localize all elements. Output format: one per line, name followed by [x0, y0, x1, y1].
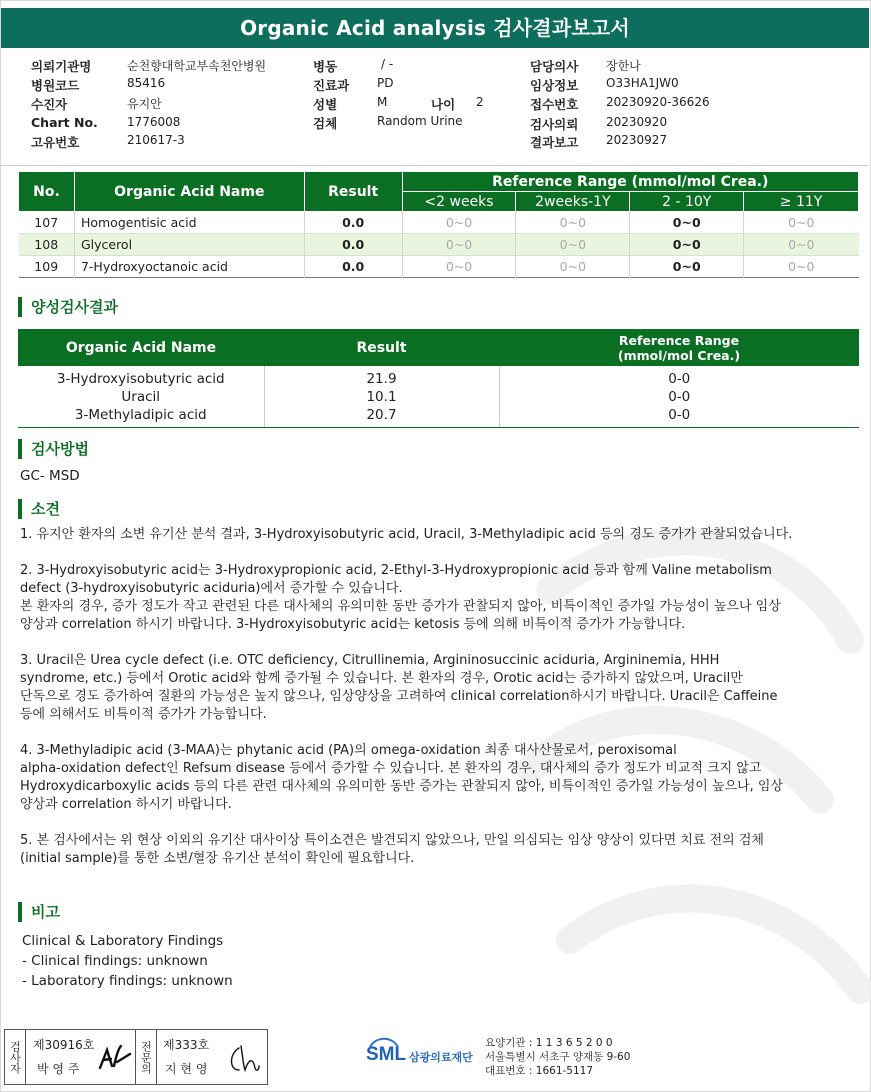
- col-result: Result: [264, 329, 499, 366]
- value-sex: M: [377, 95, 388, 109]
- row-ref: 0~0: [788, 259, 815, 274]
- opinion-line: 3. Uracil은 Urea cycle defect (i.e. OTC deficiency, Citrullinemia, Argininosuccinic aciduria, Argininemia, HHH: [20, 653, 720, 668]
- label-report-date: 결과보고: [530, 135, 579, 150]
- row-ref: 0-0: [499, 406, 859, 428]
- opinion-line: 양상과 correlation 하시기 바랍니다. 3-Hydroxyisobutyric acid는 ketosis 등에 의해 비특이적 증가가 가능합니다.: [20, 617, 686, 632]
- row-ref: 0-0: [668, 371, 691, 387]
- label-request-date: 검사의뢰: [530, 117, 579, 132]
- row-result: 20.7: [264, 406, 499, 428]
- row-no: 108: [19, 234, 75, 256]
- row-name: 3-Methyladipic acid: [18, 406, 264, 428]
- remarks-line: - Laboratory findings: unknown: [22, 973, 233, 989]
- col-ref-2w1y: 2weeks-1Y: [516, 192, 630, 212]
- value-ward: / -: [381, 57, 394, 71]
- label-age: 나이: [431, 97, 456, 112]
- opinion-line: 본 환자의 경우, 증가 정도가 작고 관련된 다른 대사체의 유의미한 동반 증가가 관찰되지 않아, 비특이적인 증가일 가능성이 높으나 임상: [20, 599, 781, 614]
- col-reference: Reference Range (mmol/mol Crea.): [402, 172, 858, 192]
- col-name: Organic Acid Name: [18, 329, 264, 366]
- positive-table: [18, 329, 859, 428]
- header-divider: [0, 165, 869, 166]
- label-patient: 수진자: [31, 97, 68, 112]
- opinion-line: [20, 634, 792, 652]
- col-reference-line2: (mmol/mol Crea.): [617, 347, 741, 363]
- table-row: [19, 256, 859, 278]
- label-unique-no: 고유번호: [31, 135, 80, 150]
- reviewer-name: 지 현 영: [165, 1062, 208, 1076]
- organic-acid-table: [18, 171, 859, 278]
- row-name: 3-Hydroxyisobutyric acid: [18, 366, 264, 388]
- table-row: [19, 234, 859, 256]
- org-phone: 대표번호 : 1661-5117: [485, 1065, 594, 1077]
- reviewer-label: [136, 1030, 157, 1084]
- row-ref: 0~0: [630, 212, 744, 234]
- row-result: 0.0: [304, 212, 402, 234]
- row-result: 0.0: [304, 256, 402, 278]
- label-specimen: 검체: [313, 116, 338, 131]
- col-ref-ge11y: ≥ 11Y: [744, 192, 859, 212]
- opinion-line: 양상과 correlation 하시기 바랍니다.: [20, 797, 232, 812]
- examiner-label: [5, 1030, 26, 1084]
- reviewer-no: 제333호: [163, 1038, 210, 1052]
- opinion-line: 등에 의해서도 비특이적 증가가 가능합니다.: [20, 707, 267, 722]
- col-reference-line1: Reference Range: [618, 332, 740, 348]
- row-name: Glycerol: [74, 234, 304, 256]
- opinion-line: Hydroxydicarboxylic acids 등의 다른 관련 대사체의 유의미한 동반 증가는 관찰되지 않아, 비특이적인 증가일 가능성이 높으나, 임상: [20, 779, 784, 794]
- opinion-text: [20, 526, 792, 868]
- org-logo: [366, 1034, 478, 1074]
- row-name: Uracil: [18, 388, 264, 406]
- row-no: 107: [19, 212, 75, 234]
- value-report-date: 20230927: [606, 133, 668, 147]
- col-no: No.: [19, 172, 75, 212]
- org-code: 요양기관 : 1 1 3 6 5 2 0 0: [485, 1037, 613, 1049]
- opinion-line: 4. 3-Methyladipic acid (3-MAA)는 phytanic acid (PA)의 omega-oxidation 최종 대사산물로서, peroxisomal: [20, 743, 677, 758]
- examiner-no: 제30916호: [33, 1038, 95, 1052]
- row-name: 7-Hydroxyoctanoic acid: [74, 256, 304, 278]
- row-ref: 0~0: [630, 234, 744, 256]
- value-unique-no: 210617-3: [127, 133, 185, 147]
- opinion-line: [20, 724, 792, 742]
- org-name: 삼광의료재단: [409, 1051, 473, 1064]
- table-row: [18, 366, 859, 388]
- opinion-line: (initial sample)를 통한 소변/혈장 유기산 분석이 확인에 필요합니다.: [20, 851, 415, 866]
- row-ref: 0~0: [516, 234, 630, 256]
- col-name: Organic Acid Name: [74, 172, 304, 212]
- opinion-line: alpha-oxidation defect인 Refsum disease 등에서 증가할 수 있습니다. 본 환자의 경우, 대사체의 증가 정도가 비교적 크지 않고: [20, 761, 762, 776]
- label-sex: 성별: [313, 97, 338, 112]
- opinion-heading: 소견: [18, 499, 60, 519]
- row-ref: 0~0: [402, 256, 516, 278]
- value-department: PD: [377, 76, 394, 90]
- examiner-signature: [97, 1042, 133, 1074]
- value-institution: 순천향대학교부속천안병원: [127, 59, 267, 73]
- row-ref: 0~0: [516, 256, 630, 278]
- row-result: 21.9: [264, 366, 499, 388]
- col-result: Result: [304, 172, 402, 212]
- table-row: [18, 406, 859, 428]
- row-ref: 0~0: [516, 212, 630, 234]
- label-doctor: 담당의사: [530, 59, 579, 74]
- org-address: 서울특별시 서초구 양재동 9-60: [485, 1051, 631, 1063]
- row-ref: 0~0: [402, 234, 516, 256]
- row-result: 10.1: [264, 388, 499, 406]
- table-row: [19, 212, 859, 234]
- value-specimen: Random Urine: [377, 114, 463, 128]
- opinion-line: [20, 544, 792, 562]
- method-heading: 검사방법: [18, 439, 89, 459]
- value-hospital-code: 85416: [127, 76, 166, 90]
- org-info: [485, 1036, 630, 1078]
- value-reception-no: 20230920-36626: [606, 95, 710, 109]
- report-title: Organic Acid analysis 검사결과보고서: [1, 8, 869, 48]
- remarks-heading: 비고: [18, 902, 60, 922]
- value-clinical-info: O33HA1JW0: [606, 76, 679, 90]
- label-clinical-info: 임상정보: [530, 78, 579, 93]
- signature-box: [4, 1029, 268, 1085]
- opinion-line: 1. 유지안 환자의 소변 유기산 분석 결과, 3-Hydroxyisobutyric acid, Uracil, 3-Methyladipic acid 등의 경도 증가가 관찰되었습니다.: [20, 527, 793, 542]
- examiner-label-text: 검사자: [8, 1040, 22, 1074]
- opinion-line: 단독으로 경도 증가하여 질환의 가능성은 높지 않으나, 임상양상을 고려하여 clinical correlation하시기 바랍니다. Uracil은 Caffeine: [20, 689, 778, 704]
- label-institution: 의뢰기관명: [31, 59, 92, 74]
- label-chart-no: Chart No.: [31, 115, 98, 130]
- row-name: Homogentisic acid: [74, 212, 304, 234]
- remarks-line: Clinical & Laboratory Findings: [22, 933, 224, 949]
- reviewer-label-text: 전문의: [139, 1040, 153, 1074]
- label-hospital-code: 병원코드: [31, 78, 80, 93]
- value-patient: 유지안: [127, 97, 162, 111]
- row-ref: 0~0: [744, 234, 859, 256]
- value-age: 2: [476, 95, 484, 109]
- remarks-text: [22, 931, 233, 991]
- reviewer-signature: [225, 1042, 261, 1076]
- label-reception-no: 접수번호: [530, 97, 579, 112]
- opinion-line: defect (3-hydroxyisobutyric aciduria)에서 증가할 수 있습니다.: [20, 581, 403, 596]
- examiner-name: 박 영 주: [37, 1062, 80, 1076]
- opinion-line: syndrome, etc.) 등에서 Orotic acid와 함께 증가될 수 있습니다. 본 환자의 경우, Orotic acid는 증가하지 않았으며, Uracil만: [20, 671, 743, 686]
- row-result: 0.0: [304, 234, 402, 256]
- method-text: GC- MSD: [20, 468, 80, 484]
- row-ref: 0~0: [788, 215, 815, 230]
- row-ref: 0-0: [668, 389, 691, 405]
- patient-info: [0, 50, 869, 165]
- label-ward: 병동: [313, 59, 338, 74]
- opinion-line: [20, 814, 792, 832]
- positive-heading: 양성검사결과: [18, 297, 118, 317]
- col-reference: [499, 329, 859, 366]
- row-ref: 0~0: [402, 212, 516, 234]
- col-ref-2-10y: 2 - 10Y: [630, 192, 744, 212]
- remarks-line: - Clinical findings: unknown: [22, 953, 208, 969]
- table-row: [18, 388, 859, 406]
- opinion-line: 2. 3-Hydroxyisobutyric acid는 3-Hydroxypropionic acid, 2-Ethyl-3-Hydroxypropionic acid 등과 함께 Valine metabolism: [20, 563, 772, 578]
- value-doctor: 장한나: [606, 59, 641, 73]
- value-request-date: 20230920: [606, 115, 668, 129]
- col-ref-lt2w: <2 weeks: [402, 192, 516, 212]
- row-ref: 0~0: [630, 256, 744, 278]
- value-chart-no: 1776008: [127, 115, 181, 129]
- label-department: 진료과: [313, 78, 350, 93]
- opinion-line: 5. 본 검사에서는 위 현상 이외의 유기산 대사이상 특이소견은 발견되지 않았으나, 만일 의심되는 임상 양상이 있다면 치료 전의 검체: [20, 833, 764, 848]
- logo-text: SML: [366, 1044, 407, 1065]
- row-no: 109: [19, 256, 75, 278]
